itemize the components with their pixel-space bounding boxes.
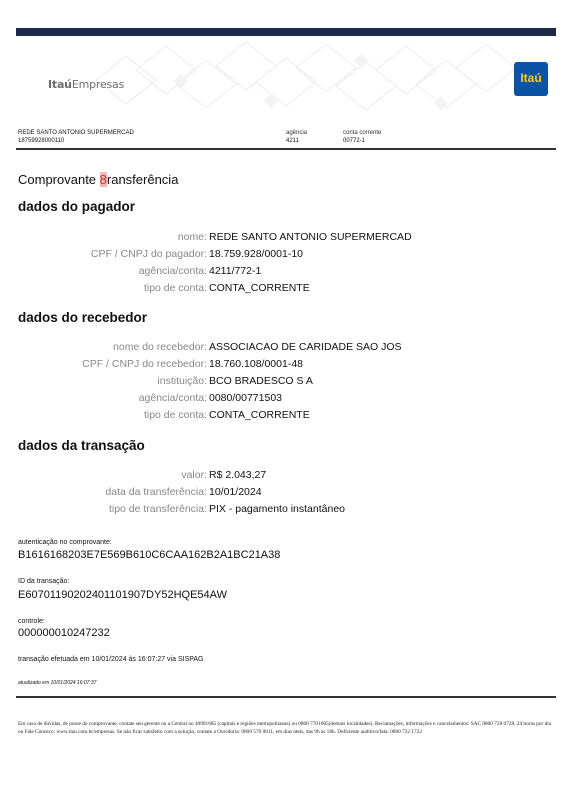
page-title [18, 172, 178, 187]
payer-row [0, 265, 573, 281]
row-key: tipo de conta: [143, 282, 207, 294]
receiver-heading: dados do recebedor [18, 310, 148, 325]
header-divider [16, 148, 556, 150]
receiver-row [0, 358, 573, 374]
logo-text: Itaú [520, 71, 542, 85]
row-key: agência/conta: [138, 265, 207, 277]
row-key: CPF / CNPJ do pagador: [90, 248, 207, 260]
transaction-row [0, 469, 573, 485]
payer-heading: dados do pagador [18, 199, 136, 214]
receiver-row [0, 375, 573, 391]
receiver-row [0, 392, 573, 408]
txid-value: E60701190202401101907DY52HQE54AW [18, 589, 227, 601]
payer-row [0, 282, 573, 298]
account-block [343, 129, 381, 145]
row-value: BCO BRADESCO S A [209, 375, 313, 387]
brand-wordmark [48, 78, 124, 91]
row-key: agência/conta: [138, 392, 207, 404]
top-bar [16, 28, 556, 36]
row-key: nome: [177, 231, 207, 243]
row-key: tipo de conta: [143, 409, 207, 421]
transaction-done-text: transação efetuada em 10/01/2024 às 16:07:27 via SISPAG [18, 656, 204, 663]
itau-logo [514, 62, 548, 96]
row-key: tipo de transferência: [108, 503, 207, 515]
row-value: CONTA_CORRENTE [209, 409, 310, 421]
title-post: ransferência [106, 172, 179, 187]
control-value: 000000010247232 [18, 627, 110, 639]
row-value: 18.759.928/0001-10 [209, 248, 304, 260]
transaction-row [0, 503, 573, 519]
transaction-heading: dados da transação [18, 438, 145, 453]
agency-value: 4211 [286, 138, 299, 144]
control-label: controle: [18, 618, 45, 625]
company-name: REDE SANTO ANTONIO SUPERMERCAD [18, 130, 134, 136]
footer-divider [16, 696, 556, 698]
account-label: conta corrente [343, 130, 382, 136]
auth-label: autenticação no comprovante: [18, 539, 112, 546]
txid-label: ID da transação: [18, 578, 70, 585]
row-value: 10/01/2024 [209, 486, 262, 498]
footer-disclaimer: Em caso de dúvidas, de posse do comprovante, contate seu gerente ou a Central no 40901685 (capitais e regiões metropolitanas) ou 0800 7701685(demais localidades). Reclamações, informações e cancelamentos: SAC 0800 728 0728, 24 horas por dia ou Fale Conosco: www.itau.com.br/empresas. Se não ficar satisfeito com a solução, contate a Ouvidoria: 0800 570 0011, em dias úteis, das 9h às 18h. Deficiente auditivo/fala: 0800 722 1722 [18, 721, 552, 735]
row-value: 4211/772-1 [209, 265, 262, 277]
brand-light: Empresas [71, 78, 125, 91]
row-key: data da transferência: [105, 486, 207, 498]
row-value: ASSOCIACAO DE CARIDADE SAO JOS [209, 341, 402, 353]
row-value: REDE SANTO ANTONIO SUPERMERCAD [209, 231, 412, 243]
payer-row [0, 248, 573, 264]
receiver-row [0, 341, 573, 357]
row-key: CPF / CNPJ do recebedor: [82, 358, 207, 370]
title-cursor: 8 [99, 172, 107, 187]
row-value: CONTA_CORRENTE [209, 282, 310, 294]
account-value: 00772-1 [343, 138, 366, 144]
brand-bold: Itaú [48, 78, 72, 91]
company-doc: 18759928000110 [18, 138, 65, 144]
receiver-row [0, 409, 573, 425]
row-key: instituição: [157, 375, 207, 387]
row-value: 18.760.108/0001-48 [209, 358, 304, 370]
agency-label: agência [286, 130, 308, 136]
updated-text: atualizado em 10/01/2024 16:07:37 [18, 680, 97, 686]
row-value: PIX - pagamento instantâneo [209, 503, 346, 515]
row-value: R$ 2.043,27 [209, 469, 267, 481]
company-block [18, 129, 134, 145]
row-value: 0080/00771503 [209, 392, 282, 404]
auth-value: B1616168203E7E569B610C6CAA162B2A1BC21A38 [18, 549, 281, 561]
title-pre: Comprovante [18, 172, 100, 187]
transaction-row [0, 486, 573, 502]
row-key: valor: [181, 469, 207, 481]
agency-block [286, 129, 307, 145]
payer-row [0, 231, 573, 247]
row-key: nome do recebedor: [113, 341, 207, 353]
